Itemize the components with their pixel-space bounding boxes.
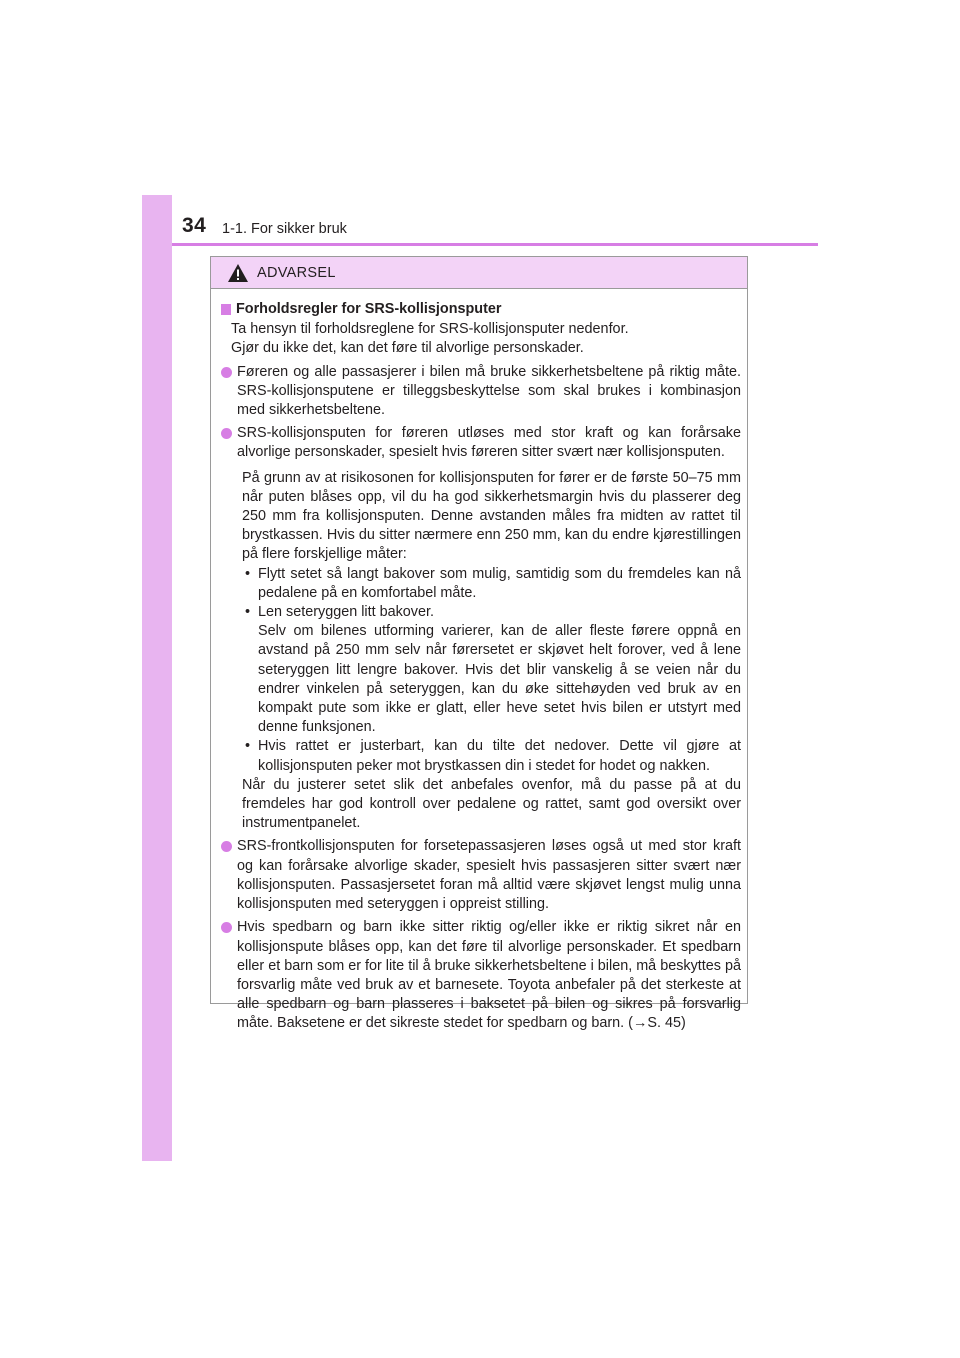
bullet-text: SRS-frontkollisjonsputen for forsetepassasjeren løses også ut med stor kraft og kan forårsake alvorlige skader, spesielt hvis passasjeren sitter svært nær kollisjonsputen. Passasjersetet foran må alltid være skjøvet lengst mulig unna kollisjonsputen med seteryggen i oppreist stilling. [237,838,741,913]
topic-heading [221,300,741,319]
sub-list-item [242,603,741,737]
bullet-text: Føreren og alle passasjerer i bilen må bruke sikkerhetsbeltene på riktig måte. SRS-kollisjonsputene er tilleggsbeskyttelse som skal brukes i kombinasjon med sikkerhetsbeltene. [237,363,741,419]
sub-list [221,565,741,776]
header-rule [172,243,818,246]
dot-bullet-icon: • [245,565,251,582]
sub-item-continuation: Selv om bilenes utforming varierer, kan de aller fleste førere oppnå en avstand på 250 mm selv når førersetet er skjøvet helt forover, ved å lene seteryggen litt lengre bakover. Hvis det blir vanskelig å se veien når du endrer vinkelen på seteryggen, kan du øke sittehøyden ved bruk av en kompakt pute som ikke er glatt, eller heve setet hvis bilen er utstyrt med denne funksjonen. [258,623,741,736]
bullet-text: SRS-kollisjonsputen for føreren utløses med stor kraft og kan forårsake alvorlige personskader, spesielt hvis føreren sitter svært nær kollisjonsputen. [237,425,741,461]
dot-bullet-icon: • [245,738,251,755]
topic-title: Forholdsregler for SRS-kollisjonsputer [236,301,502,317]
circle-bullet-icon [221,922,232,933]
section-title: 1-1. For sikker bruk [222,221,347,237]
warning-label: ADVARSEL [257,264,336,281]
bullet-text: Hvis spedbarn og barn ikke sitter riktig og/eller ikke er riktig sikret når en kollisjonspute blåses opp, kan det føre til alvorlige personskader. Et spedbarn eller et barn som er for lite til å bruke sikkerhetsbeltene i bilen, må beskyttes på forsvarlig måte ved bruk av et barnesete. Toyota anbefaler på det sterkeste at alle spedbarn og barn plasseres i baksetet på bilen og sikres på forsvarlig måte. Baksetene er det sikreste stedet for spedbarn og barn. (→S. 45) [237,919,741,1032]
bullet-item [221,424,741,462]
sub-list-item [242,737,741,775]
intro-line: Gjør du ikke det, kan det føre til alvorlige personskader. [231,340,584,357]
square-bullet-icon [221,304,231,315]
sub-item-text: Hvis rattet er justerbart, kan du tilte det nedover. Dette vil gjøre at kollisjonsputen peker mot brystkassen din i stedet for hodet og nakken. [258,738,741,774]
sub-list-item [242,565,741,603]
sub-item-lead: Len seteryggen litt bakover. [258,604,434,621]
intro-line: Ta hensyn til forholdsreglene for SRS-kollisjonsputer nedenfor. [231,321,629,338]
sub-item-text: Flytt setet så langt bakover som mulig, samtidig som du fremdeles kan nå pedalene på en komfortabel måte. [258,565,741,601]
page-number: 34 [182,214,207,237]
circle-bullet-icon [221,841,232,852]
bullet-item [221,918,741,1033]
circle-bullet-icon [221,367,232,378]
adjust-note: Når du justerer setet slik det anbefales ovenfor, må du passe på at du fremdeles har god kontroll over pedalene og rattet, samt god oversikt over instrumentpanelet. [242,776,741,832]
bullet-item [221,837,741,914]
side-tab-strip [142,195,172,1161]
sub-item-text [258,603,741,737]
circle-bullet-icon [221,428,232,439]
warning-body [211,289,747,1034]
intro-text [221,320,741,358]
distance-paragraph: På grunn av at risikosonen for kollisjonsputen for fører er de første 50–75 mm når puten blåses opp, vil du ha god sikkerhetsmargin hvis du plasserer deg 250 mm fra kollisjonsputen. Denne avstanden måles fra midten av rattet til brystkassen. Hvis du sitter nærmere enn 250 mm, kan du endre kjørestillingen på flere forskjellige måter: [242,469,741,563]
dot-bullet-icon: • [245,604,251,621]
bullet-item [221,363,741,421]
warning-header [211,257,747,289]
warning-triangle-icon [227,263,249,283]
warning-box [210,256,748,1032]
